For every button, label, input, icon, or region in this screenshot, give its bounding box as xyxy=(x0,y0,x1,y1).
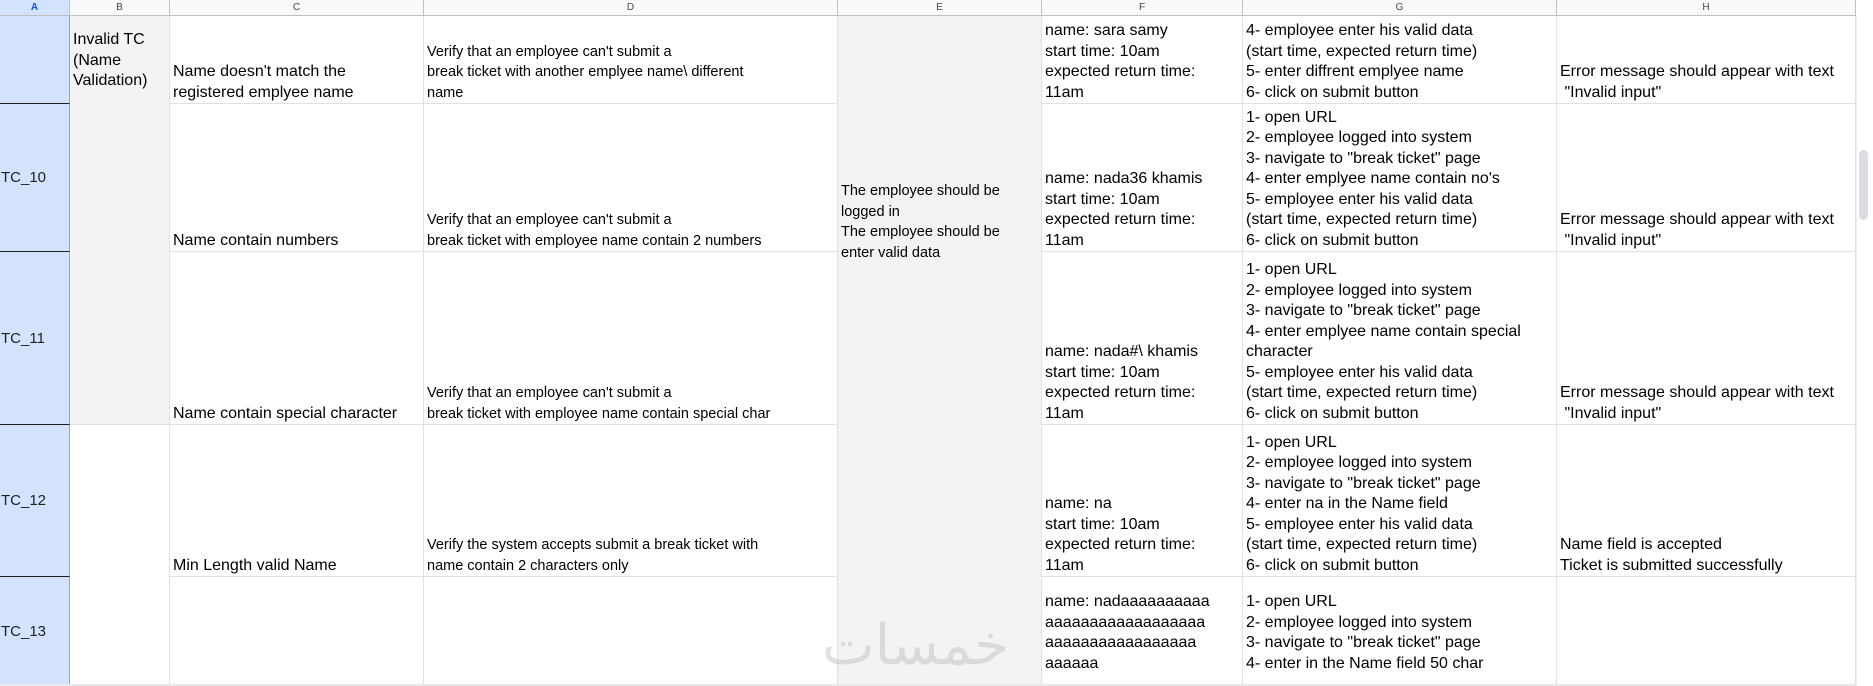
steps-cell[interactable] xyxy=(1243,577,1557,686)
category-text: Invalid TC (Name Validation) xyxy=(73,31,148,89)
row-id-cell[interactable]: TC_11 xyxy=(0,252,70,425)
test-data-cell[interactable] xyxy=(1042,16,1243,104)
steps-text: 1- open URL 2- employee logged into system 3- navigate to "break ticket" page 4- enter na in the Name field 5- employee enter his valid data (start time, expected return time) 6- click on submit button xyxy=(1246,433,1481,574)
column-header-g[interactable]: G xyxy=(1243,0,1557,16)
category-cell[interactable] xyxy=(70,16,170,425)
steps-text: 4- employee enter his valid data (start time, expected return time) 5- enter diffrent emplyee name 6- click on submit button xyxy=(1246,22,1478,101)
expected-result-text: Error message should appear with text "Invalid input" xyxy=(1560,63,1834,101)
description-cell[interactable] xyxy=(424,16,838,104)
category-cell[interactable] xyxy=(70,425,170,686)
column-header-h[interactable]: H xyxy=(1557,0,1856,16)
vertical-scrollbar-thumb[interactable] xyxy=(1859,150,1868,220)
column-header-f[interactable]: F xyxy=(1042,0,1243,16)
row-id-cell[interactable] xyxy=(0,16,70,104)
precondition-text: The employee should be logged in The employee should be enter valid data xyxy=(841,183,1000,261)
steps-cell[interactable] xyxy=(1243,252,1557,425)
description-text: Verify that an employee can't submit a break ticket with another emplyee name\ different name xyxy=(427,43,744,101)
description-cell[interactable] xyxy=(424,425,838,577)
expected-result-text: Error message should appear with text "Invalid input" xyxy=(1560,384,1834,422)
expected-result-cell[interactable] xyxy=(1557,16,1856,104)
title-cell[interactable] xyxy=(170,252,424,425)
title-cell[interactable] xyxy=(170,16,424,104)
precondition-cell[interactable] xyxy=(838,16,1042,686)
test-data-text: name: nada#\ khamis start time: 10am expected return time: 11am xyxy=(1045,343,1198,422)
title-text: Name contain special character xyxy=(173,404,398,422)
expected-result-cell[interactable] xyxy=(1557,425,1856,577)
title-cell[interactable] xyxy=(170,425,424,577)
description-cell[interactable] xyxy=(424,252,838,425)
row-id-cell[interactable]: TC_12 xyxy=(0,425,70,577)
expected-result-text: Name field is accepted Ticket is submitted successfully xyxy=(1560,536,1783,574)
title-cell[interactable] xyxy=(170,104,424,252)
title-text: Min Length valid Name xyxy=(173,556,337,574)
column-header-b[interactable]: B xyxy=(70,0,170,16)
title-text: Name contain numbers xyxy=(173,231,339,249)
column-header-d[interactable]: D xyxy=(424,0,838,16)
test-data-cell[interactable] xyxy=(1042,425,1243,577)
row-id-cell[interactable]: TC_13 xyxy=(0,577,70,686)
column-header-c[interactable]: C xyxy=(170,0,424,16)
description-text: Verify that an employee can't submit a break ticket with employee name contain 2 numbers xyxy=(427,212,762,249)
watermark-logo: خمسات xyxy=(822,613,1009,678)
description-cell[interactable] xyxy=(424,577,838,686)
expected-result-cell[interactable] xyxy=(1557,252,1856,425)
row-id-cell[interactable]: TC_10 xyxy=(0,104,70,252)
column-header-a[interactable]: A xyxy=(0,0,70,16)
expected-result-text: Error message should appear with text "Invalid input" xyxy=(1560,211,1834,249)
expected-result-cell[interactable] xyxy=(1557,577,1856,686)
steps-cell[interactable] xyxy=(1243,104,1557,252)
steps-text: 1- open URL 2- employee logged into system 3- navigate to "break ticket" page 4- enter emplyee name contain no's 5- employee enter his valid data (start time, expected return time) 6- click on submit button xyxy=(1246,108,1500,249)
steps-text: 1- open URL 2- employee logged into system 3- navigate to "break ticket" page 4- enter in the Name field 50 char xyxy=(1246,593,1484,672)
test-data-text: name: sara samy start time: 10am expected return time: 11am xyxy=(1045,22,1196,101)
description-text: Verify the system accepts submit a break ticket with name contain 2 characters only xyxy=(427,537,759,574)
test-data-cell[interactable] xyxy=(1042,252,1243,425)
column-header-e[interactable]: E xyxy=(838,0,1042,16)
test-data-cell[interactable] xyxy=(1042,577,1243,686)
description-text: Verify that an employee can't submit a break ticket with employee name contain special char xyxy=(427,385,771,422)
title-cell[interactable] xyxy=(170,577,424,686)
expected-result-cell[interactable] xyxy=(1557,104,1856,252)
steps-text: 1- open URL 2- employee logged into system 3- navigate to "break ticket" page 4- enter emplyee name contain special character 5- employee enter his valid data (start time, expected return time) 6- click on submit button xyxy=(1246,261,1521,422)
test-data-text: name: nada36 khamis start time: 10am expected return time: 11am xyxy=(1045,170,1203,249)
test-data-cell[interactable] xyxy=(1042,104,1243,252)
test-data-text: name: na start time: 10am expected return time: 11am xyxy=(1045,495,1196,574)
title-text: Name doesn't match the registered emplyee name xyxy=(173,63,354,101)
steps-cell[interactable] xyxy=(1243,16,1557,104)
test-data-text: name: nadaaaaaaaaaa aaaaaaaaaaaaaaaaaa aaaaaaaaaaaaaaaaa aaaaaa xyxy=(1045,593,1210,672)
vertical-scrollbar-track[interactable] xyxy=(1856,16,1873,686)
description-cell[interactable] xyxy=(424,104,838,252)
steps-cell[interactable] xyxy=(1243,425,1557,577)
